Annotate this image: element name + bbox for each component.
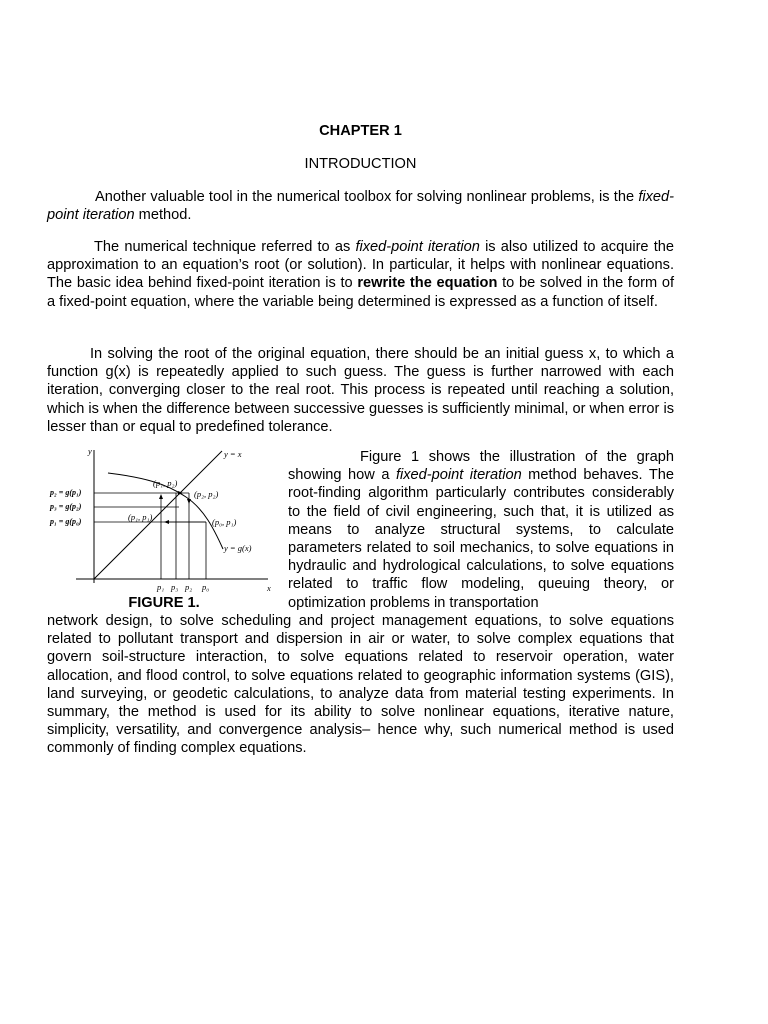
equation-p1: p₁ = g(p₀) — [50, 517, 82, 526]
arrow-head-4 — [187, 499, 191, 504]
identity-line-label: y = x — [224, 449, 242, 459]
point-label-p1p1: (p₁, p₁) — [128, 512, 153, 522]
tick-p2: p₂ — [185, 582, 193, 592]
chapter-heading: CHAPTER 1 — [319, 123, 402, 139]
figure-1 — [46, 445, 282, 615]
point-label-p2p2: (p₂, p₂) — [194, 489, 219, 499]
equation-p3: p₃ = g(p₂) — [50, 502, 82, 511]
identity-line — [94, 451, 222, 579]
arrow-head-1 — [164, 520, 169, 524]
paragraph-definition-mid: is also utilized to acquire the approximation to an equation’s root (or solution). In particular, it helps with nonlinear equations. The basic idea behind fixed-point iteration is to — [47, 239, 675, 292]
paragraph-definition-start: The numerical technique referred to as — [94, 239, 356, 255]
paragraph-figure-start: Figure 1 shows the illustration of the graph showing how a — [288, 449, 674, 484]
figure-caption: FIGURE 1. — [128, 595, 200, 611]
point-label-p0p1: (p₀, p₁) — [212, 517, 237, 527]
tick-p0: p₀ — [202, 582, 210, 592]
paragraph-figure-italic: fixed-point iteration — [395, 467, 522, 484]
paragraph-figure-rest: method behaves. The root-finding algorithm particularly contributes considerably to the field of civil engineering, such that, it is utilized as means to analyze structural systems, to calculate parameters related to soil mechanics, to solve equations in hydraulic and hydrological calculations, to solve equations related to traffic flow modeling, queuing theory, or optimization problems in transportation — [288, 467, 674, 611]
paragraph-intro-end: method. — [134, 207, 192, 224]
section-heading: INTRODUCTION — [304, 156, 417, 172]
paragraph-process: In solving the root of the original equation, there should be an initial guess x, to which a function g(x) is repeatedly applied to such guess. The guess is further narrowed with each iteration, converging closer to the real root. This process is repeated until reaching a solution, which is when the difference between successive guesses is sufficiently minimal, or when error is lesser than or equal to predefined tolerance. — [47, 346, 674, 435]
fixed-point-graph — [46, 445, 282, 595]
paragraph-intro-italic: fixed-point iteration — [47, 189, 674, 224]
arrow-head-2 — [159, 494, 163, 499]
tick-p1: p₁ — [157, 582, 165, 592]
y-axis-label: y — [88, 446, 92, 456]
paragraph-definition — [47, 238, 674, 311]
paragraph-intro-text: Another valuable tool in the numerical toolbox for solving nonlinear problems, is the — [95, 189, 639, 205]
x-axis-label: x — [267, 583, 271, 593]
paragraph-definition-italic: fixed-point iteration — [355, 239, 480, 255]
paragraph-applications: network design, to solve scheduling and project management equations, to solve equations related to pollutant transport and dispersion in air or water, to solve complex equations that govern soil-structure interaction, to solve equations related to reservoir operation, water allocation, and flood control, to solve equations related to geographic information systems (GIS), land surveying, or geodetic calculations, to analyze data from material testing experiments. In summary, the method is used for its ability to solve nonlinear equations, iterative nature, simplicity, versatility, and convergence analysis– hence why, such numerical method is used commonly of finding complex equations. — [47, 613, 674, 757]
g-curve-label: y = g(x) — [224, 543, 252, 553]
paragraph-figure-wrap — [288, 448, 674, 612]
paragraph-definition-end: to be solved in the form of a fixed-point equation, where the variable being determined is expressed as a function of itself. — [47, 275, 674, 310]
paragraph-definition-bold: rewrite the equation — [357, 275, 498, 292]
paragraph-intro — [47, 188, 674, 224]
tick-p3: p₃ — [171, 582, 179, 592]
point-label-p1p2: (p₁, p₂) — [153, 478, 178, 488]
equation-p2: p₂ = g(p₁) — [50, 488, 82, 497]
